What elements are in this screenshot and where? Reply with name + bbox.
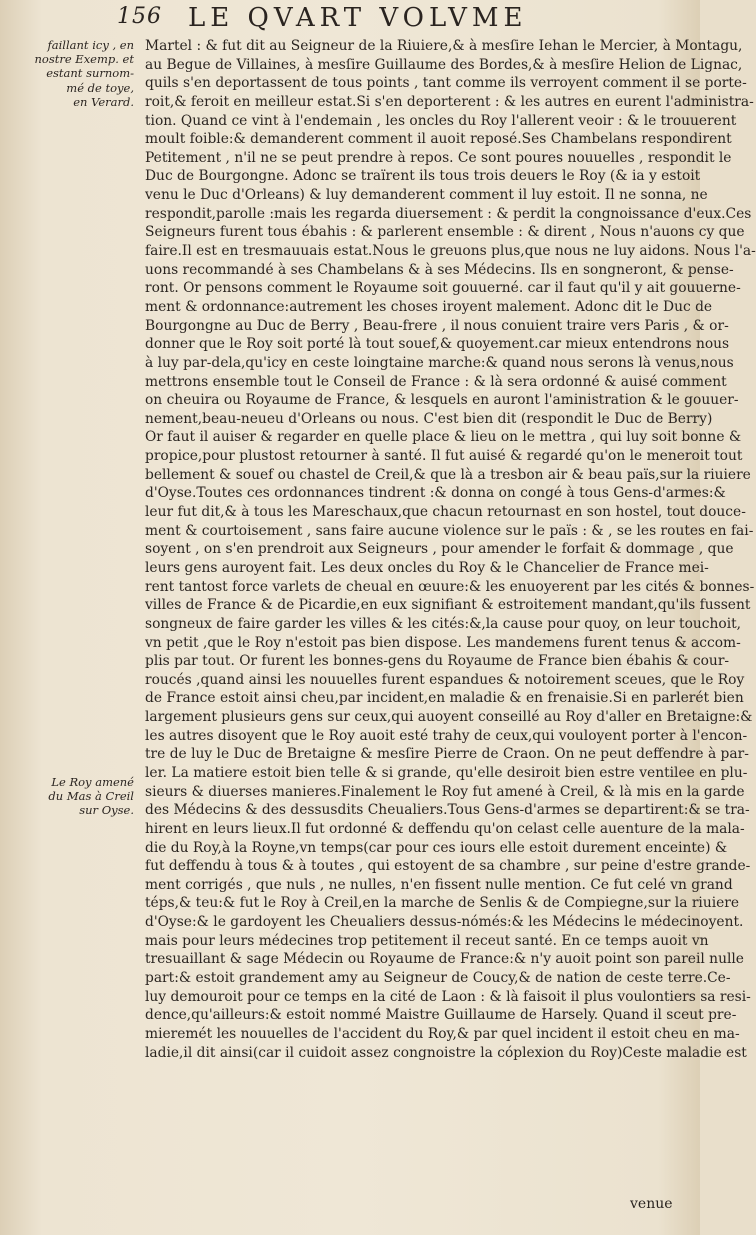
text-line: ler. La matiere estoit bien telle & si grande, qu'elle desiroit bien estre ventilee en plu- — [145, 764, 748, 781]
text-line: quils s'en deportassent de tous points , tant comme ils verroyent comment il se porte- — [145, 75, 747, 92]
text-line: plis par tout. Or furent les bonnes-gens du Royaume de France bien ébahis & cour- — [145, 653, 730, 670]
text-line: villes de France & de Picardie,en eux signifiant & estroitement mandant,qu'ils fussent — [145, 597, 751, 614]
text-line: respondit,parolle :mais les regarda diuersement : & perdit la congnoissance d'eux.Ces — [145, 205, 752, 222]
text-line: soyent , on s'en prendroit aux Seigneurs , pour amender le forfait & dommage , que — [145, 541, 734, 558]
text-line: Bourgongne au Duc de Berry , Beau-frere , il nous conuient traire vers Paris , & or- — [145, 317, 729, 334]
body-text — [145, 37, 756, 1062]
text-line: Petitement , n'il ne se peut prendre à repos. Ce sont poures nouuelles , respondit le — [145, 149, 732, 166]
margin-note-line: sur Oyse. — [79, 803, 134, 818]
text-line: die du Roy,à la Royne,vn temps(car pour ces iours elle estoit durement enceinte) & — [145, 839, 728, 856]
page-number: 156 — [117, 4, 162, 29]
text-line: ment & ordonnance:autrement les choses iroyent malement. Adonc dit le Duc de — [145, 298, 713, 315]
text-line: on cheuira ou Royaume de France, & lesquels en auront l'aministration & le gouuer- — [145, 392, 739, 409]
catchword: venue — [630, 1196, 673, 1212]
margin-note-line: mé de toye, — [66, 80, 134, 95]
text-line: roucés ,quand ainsi les nouuelles furent espandues & notoirement sceues, que le Roy — [145, 671, 745, 688]
text-line: fut deffendu à tous & à toutes , qui estoyent de sa chambre , sur peine d'estre grande- — [145, 858, 751, 875]
text-line: les autres disoyent que le Roy auoit esté trahy de ceux,qui vouloyent porter à l'encon- — [145, 727, 748, 744]
text-line: d'Oyse.Toutes ces ordonnances tindrent :& donna on congé à tous Gens-d'armes:& — [145, 485, 726, 502]
text-line: téps,& teu:& fut le Roy à Creil,en la marche de Senlis & de Compiegne,sur la riuiere — [145, 895, 740, 912]
text-line: nement,beau-neueu d'Orleans ou nous. C'est bien dit (respondit le Duc de Berry) — [145, 410, 713, 427]
text-line: ment corrigés , que nuls , ne nulles, n'en fissent nulle mention. Ce fut celé vn grand — [145, 876, 733, 893]
margin-notes — [0, 0, 140, 1235]
margin-note — [2, 775, 134, 818]
text-line: venu le Duc d'Orleans) & luy demanderent comment il luy estoit. Il ne sonna, ne — [145, 187, 708, 204]
text-line: largement plusieurs gens sur ceux,qui auoyent conseillé au Roy d'aller en Bretaigne:& — [145, 709, 753, 726]
text-line: ment & courtoisement , sans faire aucune violence sur le païs : & , se les routes en fai- — [145, 522, 754, 539]
margin-note-line: du Mas à Creil — [48, 789, 134, 804]
text-line: moult foible:& demanderent comment il auoit reposé.Ses Chambelans respondirent — [145, 131, 732, 148]
text-line: vn petit ,que le Roy n'estoit pas bien dispose. Les mandemens furent tenus & accom- — [145, 634, 741, 651]
text-line: hirent en leurs lieux.Il fut ordonné & deffendu qu'on celast celle auenture de la mala- — [145, 820, 745, 837]
text-line: Duc de Bourgongne. Adonc se traïrent ils tous trois deuers le Roy (& ia y estoit — [145, 168, 701, 185]
text-line: de France estoit ainsi cheu,par incident,en maladie & en frenaisie.Si en parlerét bien — [145, 690, 744, 707]
text-line: mettrons ensemble tout le Conseil de France : & là sera ordonné & auisé comment — [145, 373, 727, 390]
text-line: mais pour leurs médecines trop petitement il receut santé. En ce temps auoit vn — [145, 932, 709, 949]
text-line: roit,& feroit en meilleur estat.Si s'en deporterent : & les autres en eurent l'administra- — [145, 93, 754, 110]
text-line: au Begue de Villaines, à mesſire Guillaume des Bordes,& à mesſire Helion de Lignac, — [145, 56, 743, 73]
text-line: tresuaillant & sage Médecin ou Royaume de France:& n'y auoit point son pareil nulle — [145, 951, 744, 968]
text-line: des Médecins & des dessusdits Cheualiers.Tous Gens-d'armes se departirent:& se tra- — [145, 802, 750, 819]
text-line: dence,qu'ailleurs:& estoit nommé Maistre Guillaume de Harsely. Quand il sceut pre- — [145, 1007, 737, 1024]
text-line: uons recommandé à ses Chambelans & à ses Médecins. Ils en songneront, & pense- — [145, 261, 734, 278]
text-line: propice,pour plustost retourner à santé. Il fut auisé & regardé qu'on le meneroit tout — [145, 448, 743, 465]
margin-note-line: faillant icy , en — [47, 38, 134, 52]
text-line: rent tantost force varlets de cheual en œuure:& les enuoyerent par les cités & bonnes- — [145, 578, 755, 595]
text-line: songneux de faire garder les villes & les cités:&,la cause pour quoy, on leur touchoit, — [145, 615, 742, 632]
text-line: ront. Or pensons comment le Royaume soit gouuerné. car il faut qu'il y ait gouuerne- — [145, 280, 741, 297]
text-line: part:& estoit grandement amy au Seigneur de Coucy,& de nation de ceste terre.Ce- — [145, 970, 731, 987]
text-line: Martel : & fut dit au Seigneur de la Riuiere,& à mesſire Iehan le Mercier, à Montagu, — [145, 38, 743, 54]
text-line: tre de luy le Duc de Bretaigne & mesſire Pierre de Craon. On ne peut deffendre à par- — [145, 746, 749, 763]
text-line: luy demouroit pour ce temps en la cité de Laon : & là faisoit il plus voulontiers sa resi- — [145, 988, 751, 1005]
margin-note-line: estant surnom- — [46, 66, 134, 81]
text-line: bellement & souef ou chastel de Creil,& que là a tresbon air & beau païs,sur la riuiere — [145, 466, 751, 483]
text-line: leurs gens auroyent fait. Les deux oncles du Roy & le Chancelier de France mei- — [145, 559, 709, 576]
text-line: Or faut il auiser & regarder en quelle place & lieu on le mettra , qui luy soit bonne & — [145, 429, 742, 446]
text-line: tion. Quand ce vint à l'endemain , les oncles du Roy l'allerent veoir : & le trouuerent — [145, 112, 737, 129]
text-line: Seigneurs furent tous ébahis : & parlerent ensemble : & dirent , Nous n'auons cy que — [145, 224, 745, 241]
text-line: ladie,il dit ainsi(car il cuidoit assez congnoistre la cóplexion du Roy)Ceste maladie est — [145, 1044, 747, 1061]
text-line: sieurs & diuerses manieres.Finalement le Roy fut amené à Creil, & là mis en la garde — [145, 783, 745, 800]
margin-note-line: nostre Exemp. et — [34, 52, 134, 67]
text-line: à luy par-dela,qu'icy en ceste loingtaine marche:& quand nous serons là venus,nous — [145, 354, 734, 371]
text-line: d'Oyse:& le gardoyent les Cheualiers dessus-nómés:& les Médecins le médecinoyent. — [145, 914, 744, 931]
running-head: LE QVART VOLVME — [188, 3, 528, 33]
margin-note-line: en Verard. — [73, 94, 134, 109]
margin-note-line: Le Roy amené — [51, 775, 134, 789]
margin-note — [2, 38, 134, 109]
text-line: leur fut dit,& à tous les Mareschaux,que chacun retournast en son hostel, tout douce- — [145, 504, 746, 521]
text-line: donner que le Roy soit porté là tout souef,& quoyement.car mieux entendrons nous — [145, 336, 730, 353]
text-line: mieremét les nouuelles de l'accident du Roy,& par quel incident il estoit cheu en ma- — [145, 1025, 740, 1042]
text-line: faire.Il est en tresmauuais estat.Nous le greuons plus,que nous ne luy aidons. Nous l'a- — [145, 243, 756, 260]
